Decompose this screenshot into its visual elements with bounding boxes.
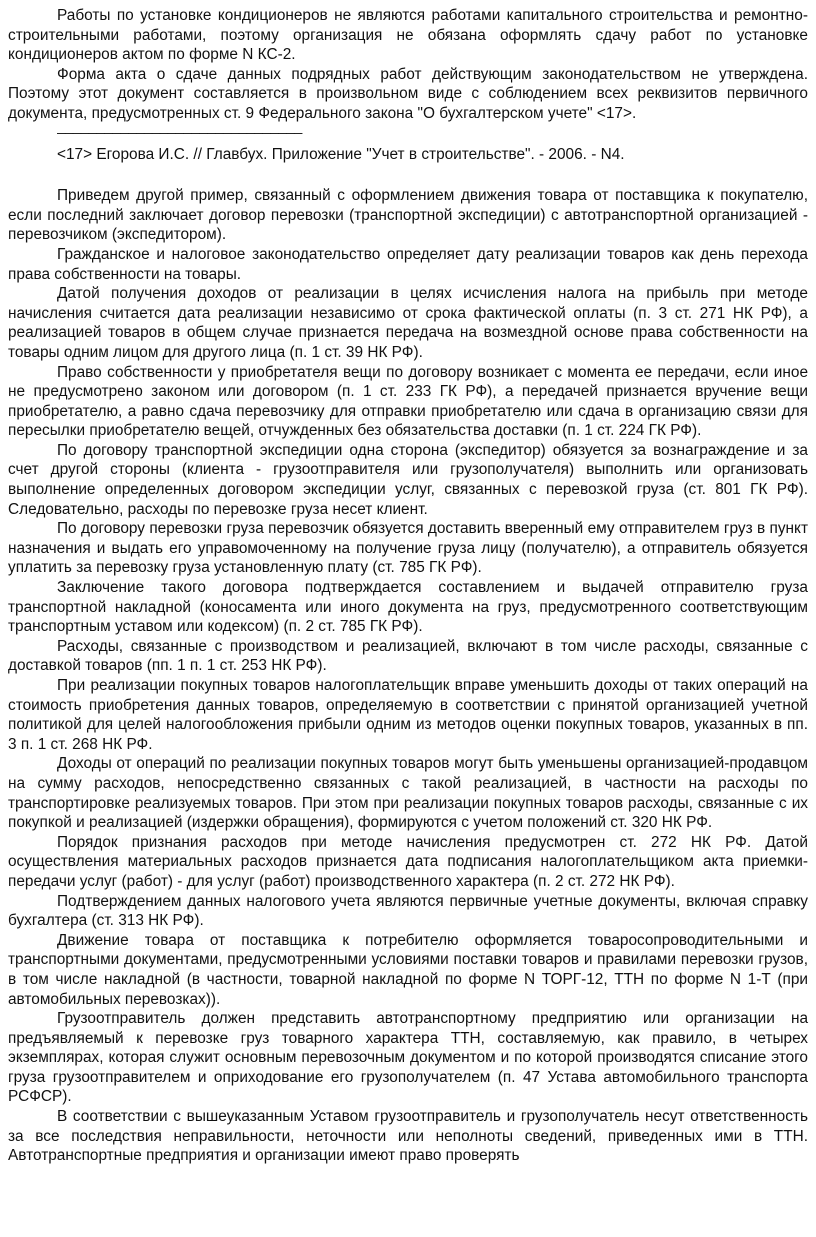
paragraph: Доходы от операций по реализации покупных товаров могут быть уменьшены организацией-продавцом на сумму расходов, непосредственно связанных с такой реализацией, в частности на расходы по транспортировке реализуемых товаров. При этом при реализации покупных товаров расходы, связанные с их покупкой и реализацией (издержки обращения), формируются с учетом положений ст. 320 НК РФ. <box>8 755 808 832</box>
paragraph: Форма акта о сдаче данных подрядных работ действующим законодательством не утверждена. Поэтому этот документ составляется в произвольном виде с соблюдением всех реквизитов первичного документа, предусмотренных ст. 9 Федерального закона "О бухгалтерском учете" <17>. <box>8 65 808 122</box>
paragraph: Заключение такого договора подтверждается составлением и выдачей отправителю груза транспортной накладной (коносамента или иного документа на груз, предусмотренного соответствующим транспортным уставом или кодексом) (п. 2 ст. 785 ГК РФ). <box>8 579 808 636</box>
footnote-separator: ——————————————————————————————— <box>57 126 302 141</box>
paragraph: Грузоотправитель должен представить автотранспортному предприятию или организации на предъявляемый к перевозке груз товарного характера ТТН, составляемую, как правило, в четырех экземплярах, которая служит основным перевозочным документом и по которой производятся списание этого груза грузоотправителем и оприходование его грузополучателем (п. 47 Устава автомобильного транспорта РСФСР). <box>8 1010 808 1106</box>
paragraph: Работы по установке кондиционеров не являются работами капитального строительства и ремонтно-строительными работами, поэтому организация не обязана оформлять сдачу работ по установке кондиционеров актом по форме N КС-2. <box>8 7 808 64</box>
paragraph: Порядок признания расходов при методе начисления предусмотрен ст. 272 НК РФ. Датой осуществления материальных расходов признается дата подписания налогоплательщиком акта приемки-передачи услуг (работ) - для услуг (работ) производственного характера (п. 2 ст. 272 НК РФ). <box>8 833 808 890</box>
paragraph: В соответствии с вышеуказанным Уставом грузоотправитель и грузополучатель несут ответственность за все последствия неправильности, неточности или неполноты сведений, приведенных ими в ТТН. Автотранспортные предприятия и организации имеют право проверять <box>8 1108 808 1165</box>
paragraph: Расходы, связанные с производством и реализацией, включают в том числе расходы, связанные с доставкой товаров (пп. 1 п. 1 ст. 253 НК РФ). <box>8 637 808 675</box>
paragraph: Право собственности у приобретателя вещи по договору возникает с момента ее передачи, если иное не предусмотрено законом или договором (п. 1 ст. 233 ГК РФ), а передачей признается вручение вещи приобретателю, а равно сдача перевозчику для отправки приобретателю или сдача в организацию связи для пересылки приобретателю вещей, отчужденных без обязательства доставки (п. 1 ст. 224 ГК РФ). <box>8 363 808 440</box>
paragraph: Датой получения доходов от реализации в целях исчисления налога на прибыль при методе начисления считается дата реализации независимо от срока фактической оплаты (п. 3 ст. 271 НК РФ), а реализацией товаров в общем случае признается передача на возмездной основе права собственности на товары одним лицом для другого лица (п. 1 ст. 39 НК РФ). <box>8 285 808 361</box>
paragraph: При реализации покупных товаров налогоплательщик вправе уменьшить доходы от таких операций на стоимость приобретения данных товаров, определяемую в соответствии с принятой организацией учетной политикой для целей налогообложения прибыли одним из методов оценки покупных товаров, указанных в пп. 3 п. 1 ст. 268 НК РФ. <box>8 677 808 753</box>
paragraph: Гражданское и налоговое законодательство определяет дату реализации товаров как день перехода права собственности на товары. <box>8 245 808 283</box>
footnote: <17> Егорова И.С. // Главбух. Приложение "Учет в строительстве". - 2006. - N4. <box>57 145 625 163</box>
paragraph: Подтверждением данных налогового учета являются первичные учетные документы, включая справку бухгалтера (ст. 313 НК РФ). <box>8 892 808 930</box>
paragraph: По договору перевозки груза перевозчик обязуется доставить вверенный ему отправителем груз в пункт назначения и выдать его управомоченному на получение груза лицу (получателю), а отправитель обязуется уплатить за перевозку груза установленную плату (ст. 785 ГК РФ). <box>8 520 808 577</box>
paragraph: Движение товара от поставщика к потребителю оформляется товаросопроводительными и транспортными документами, предусмотренными условиями поставки товаров и правилами перевозки грузов, в том числе накладной (в частности, товарной накладной по форме N ТОРГ-12, ТТН по форме N 1-Т (при автомобильных перевозках)). <box>8 931 808 1008</box>
paragraph: Приведем другой пример, связанный с оформлением движения товара от поставщика к покупателю, если последний заключает договор перевозки (транспортной экспедиции) с автотранспортной организацией - перевозчиком (экспедитором). <box>8 187 808 244</box>
paragraph: По договору транспортной экспедиции одна сторона (экспедитор) обязуется за вознаграждение и за счет другой стороны (клиента - грузоотправителя или грузополучателя) выполнить или организовать выполнение определенных договором экспедиции услуг, связанных с перевозкой груза (ст. 801 ГК РФ). Следовательно, расходы по перевозке груза несет клиент. <box>8 441 808 518</box>
